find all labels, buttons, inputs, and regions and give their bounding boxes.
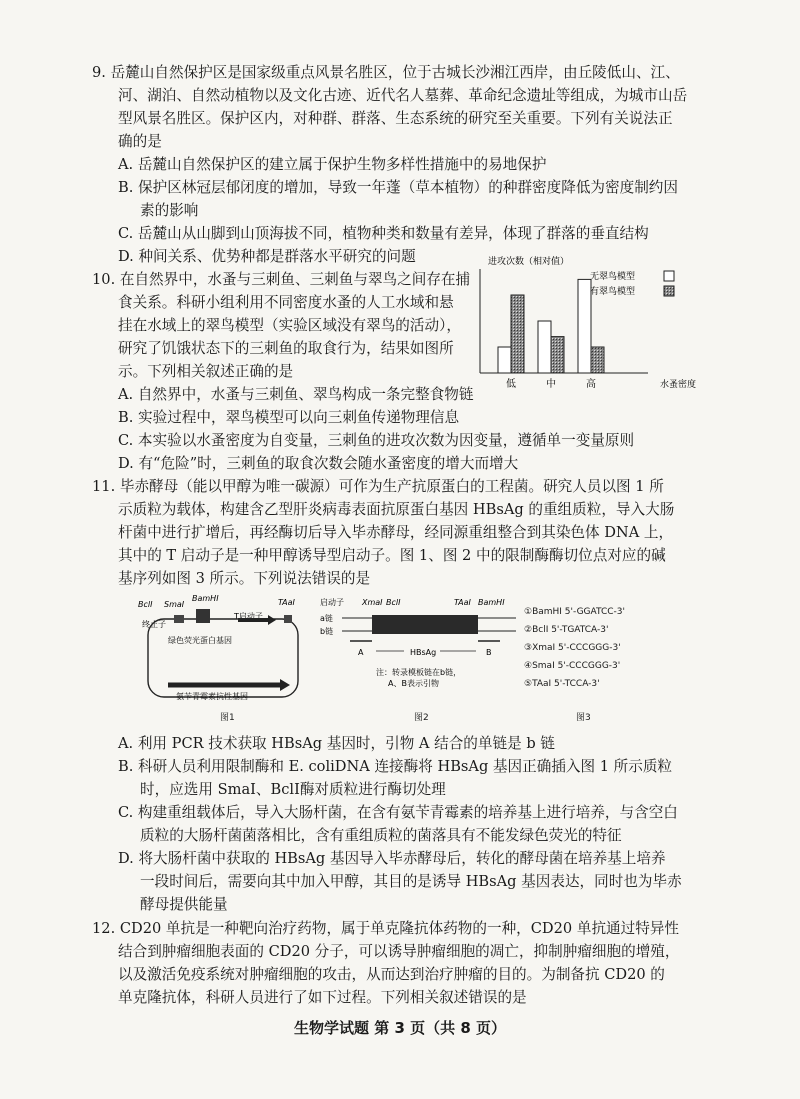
fig1-site-sma: SmaⅠ (164, 600, 185, 609)
fig3-caption: 图3 (576, 713, 591, 723)
fig3-item: ③XmaⅠ 5'-CCCGGG-3' (524, 643, 621, 653)
q11-stem-line: 基序列如图 3 所示。下列说法错误的是 (118, 570, 371, 587)
figure2-gene-map (320, 593, 520, 705)
q11-option-a: A. 利用 PCR 技术获取 HBsAg 基因时，引物 A 结合的单链是 b 链 (118, 735, 555, 752)
q11-option-b: B. 科研人员利用限制酶和 E. coliDNA 连接酶将 HBsAg 基因正确插入图 1 所示质粒 (118, 758, 673, 775)
fig2-gene-label: HBsAg (410, 648, 437, 657)
q11-option-d-cont: 一段时间后，需要向其中加入甲醇，其目的是诱导 HBsAg 基因表达，同时也为毕赤 (140, 873, 682, 890)
q11-stem-line: 11. 毕赤酵母（能以甲醇为唯一碳源）可作为生产抗原蛋白的工程菌。研究人员以图 1 所 (92, 478, 664, 495)
q12-stem-line: 12. CD20 单抗是一种靶向治疗药物，属于单克隆抗体药物的一种，CD20 单抗通过特异性 (92, 920, 680, 937)
q9-stem-line: 确的是 (118, 133, 162, 150)
q12-stem-line: 单克隆抗体，科研人员进行了如下过程。下列相关叙述错误的是 (118, 989, 527, 1006)
q9-option-b: B. 保护区林冠层郁闭度的增加，导致一年蓬（草本植物）的种群密度降低为密度制约因 (118, 179, 678, 196)
fig2-site-bamh: BamHⅠ (478, 598, 505, 607)
q9-option-a: A. 岳麓山自然保护区的建立属于保护生物多样性措施中的易地保护 (118, 156, 547, 173)
q10-stem-line: 10. 在自然界中，水蚤与三刺鱼、三刺鱼与翠鸟之间存在捕 (92, 271, 471, 288)
bar-model-1 (551, 337, 564, 373)
q10-bar-chart (478, 255, 728, 395)
hbsag-block (372, 615, 478, 634)
q11-option-c-cont: 质粒的大肠杆菌菌落相比，含有重组质粒的菌落具有不能发绿色荧光的特征 (140, 827, 622, 844)
figure1-plasmid (134, 595, 314, 707)
chart-ylabel: 进攻次数（相对值） (488, 257, 570, 267)
legend-label-model: 有翠鸟模型 (590, 287, 636, 297)
q9-stem-line: 9. 岳麓山自然保护区是国家级重点风景名胜区，位于古城长沙湘江西岸，由丘陵低山、江、 (92, 64, 680, 81)
fig3-item: ④SmaⅠ 5'-CCCGGG-3' (524, 661, 621, 671)
legend-swatch-no-model (664, 271, 674, 281)
fig1-site-bamh: BamHⅠ (192, 595, 219, 603)
x-tick-label: 中 (546, 379, 556, 390)
q11-option-d-cont: 酵母提供能量 (140, 896, 228, 913)
legend-swatch-model (664, 286, 674, 296)
q10-option-a: A. 自然界中，水蚤与三刺鱼、翠鸟构成一条完整食物链 (118, 386, 474, 403)
fig3-item: ⑤TAaⅠ 5'-TCCA-3' (524, 679, 600, 689)
fig2-caption: 图2 (414, 713, 429, 723)
fig1-site-bcl: BclⅠ (138, 600, 153, 609)
q10-stem-line: 研究了饥饿状态下的三刺鱼的取食行为，结果如图所 (118, 340, 454, 357)
q11-stem-line: 示质粒为载体，构建含乙型肝炎病毒表面抗原蛋白基因 HBsAg 的重组质粒，导入大肠 (118, 501, 675, 518)
taa-block (284, 615, 292, 623)
bar-model-0 (511, 295, 524, 373)
q10-stem-line: 食关系。科研小组利用不同密度水蚤的人工水域和悬 (118, 294, 454, 311)
page-footer: 生物学试题 第 3 页（共 8 页） (294, 1019, 506, 1037)
fig1-caption: 图1 (220, 713, 235, 723)
bamh-block (196, 609, 210, 623)
fig1-gfp: 绿色荧光蛋白基因 (168, 636, 232, 645)
q12-stem-line: 以及激活免疫系统对肿瘤细胞的攻击，从而达到治疗肿瘤的目的。为制备抗 CD20 的 (118, 966, 665, 983)
terminator-block (174, 615, 184, 623)
q10-option-b: B. 实验过程中，翠鸟模型可以向三刺鱼传递物理信息 (118, 409, 460, 426)
q12-stem-line: 结合到肿瘤细胞表面的 CD20 分子，可以诱导肿瘤细胞的凋亡，抑制肿瘤细胞的增殖， (118, 943, 680, 960)
q9-stem-line: 型风景名胜区。保护区内，对种群、群落、生态系统的研究至关重要。下列有关说法正 (118, 110, 673, 127)
q11-stem-line: 杆菌中进行扩增后，再经酶切后导入毕赤酵母，经同源重组整合到其染色体 DNA 上， (118, 524, 674, 541)
fig2-primer-b: B (486, 648, 492, 657)
fig1-t-promoter: T启动子 (234, 612, 263, 621)
q9-option-d: D. 种间关系、优势种都是群落水平研究的问题 (118, 248, 416, 265)
fig2-site-xma: XmaⅠ (362, 598, 383, 607)
chart-xlabel: 水蚤密度 (660, 380, 697, 390)
bar-model-2 (591, 347, 604, 373)
fig2-strand-a: a链 (320, 614, 333, 623)
q11-option-b-cont: 时，应选用 SmaⅠ、BclⅠ酶对质粒进行酶切处理 (140, 781, 446, 798)
legend-label-no-model: 无翠鸟模型 (590, 272, 636, 282)
fig2-strand-b: b链 (320, 627, 334, 636)
fig1-site-taa: TAaⅠ (278, 598, 295, 607)
amp-arrowhead (280, 679, 290, 691)
q11-stem-line: 其中的 T 启动子是一种甲醇诱导型启动子。图 1、图 2 中的限制酶酶切位点对应的碱 (118, 547, 666, 564)
q9-stem-line: 河、湖泊、自然动植物以及文化古迹、近代名人墓葬、革命纪念遗址等组成，为城市山岳 (118, 87, 688, 104)
bar-no-model-0 (498, 347, 511, 373)
fig2-primer-a: A (358, 648, 364, 657)
q9-option-c: C. 岳麓山从山脚到山顶海拔不同，植物种类和数量有差异，体现了群落的垂直结构 (118, 225, 649, 242)
q11-option-c: C. 构建重组载体后，导入大肠杆菌，在含有氨苄青霉素的培养基上进行培养，与含空白 (118, 804, 678, 821)
fig3-item: ②BclⅠ 5'-TGATCA-3' (524, 625, 609, 635)
x-tick-label: 高 (586, 379, 596, 390)
q10-stem-line: 挂在水域上的翠鸟模型（实验区域没有翠鸟的活动）， (118, 317, 461, 334)
fig2-site-taa: TAaⅠ (454, 598, 471, 607)
q11-option-d: D. 将大肠杆菌中获取的 HBsAg 基因导入毕赤酵母后，转化的酵母菌在培养基上培养 (118, 850, 666, 867)
fig1-terminator: 终止子 (142, 620, 166, 629)
bar-no-model-1 (538, 321, 551, 373)
fig3-item: ①BamHⅠ 5'-GGATCC-3' (524, 607, 625, 617)
x-tick-label: 低 (506, 379, 516, 390)
fig2-site-bcl: BclⅠ (386, 598, 401, 607)
fig2-note1: 注：转录模板链在b链， (376, 668, 462, 677)
q9-option-b-cont: 素的影响 (140, 202, 199, 219)
t-promoter-arrowhead (268, 615, 276, 625)
fig2-promoter: 启动子 (320, 598, 344, 607)
fig2-note2: A、B表示引物 (388, 679, 439, 688)
q10-stem-line: 示。下列相关叙述正确的是 (118, 363, 294, 380)
q10-option-c: C. 本实验以水蚤密度为自变量，三刺鱼的进攻次数为因变量，遵循单一变量原则 (118, 432, 635, 449)
fig1-amp: 氨苄青霉素抗性基因 (176, 692, 248, 701)
q10-option-d: D. 有“危险”时，三刺鱼的取食次数会随水蚤密度的增大而增大 (118, 455, 519, 472)
